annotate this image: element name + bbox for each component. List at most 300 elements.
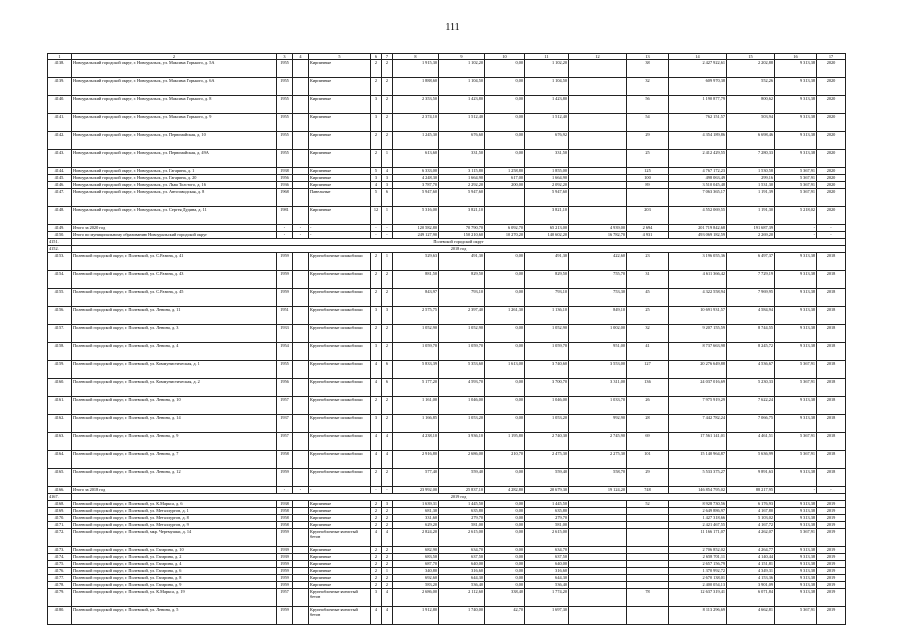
table-cell: 3 — [382, 175, 393, 182]
table-cell: 1959 — [277, 568, 293, 575]
table-cell: 2 — [382, 575, 393, 582]
table-cell: Крупноблочные шлакоблоки — [309, 271, 371, 289]
table-cell: 2019 — [817, 522, 846, 529]
table-cell: 4149. — [48, 225, 72, 232]
table-cell: 9 313,38 — [775, 114, 817, 132]
table-cell: 629,20 — [393, 522, 439, 529]
table-cell: 1 — [382, 253, 393, 271]
table-cell: 2 — [382, 325, 393, 343]
table-row — [48, 168, 846, 175]
table-row — [48, 561, 846, 568]
table-cell: 635,80 — [525, 508, 569, 515]
table-cell: Кирпичные — [309, 96, 371, 114]
table-cell: Крупноблочные шлакоблоки — [309, 307, 371, 325]
table-cell: 6 497,37 — [727, 253, 775, 271]
table-cell: 581,00 — [525, 522, 569, 529]
table-cell: 2 — [382, 554, 393, 561]
table-cell: 3 — [371, 343, 382, 361]
table-cell: - — [277, 225, 293, 232]
table-cell — [569, 96, 627, 114]
table-cell: 1 104,50 — [439, 78, 485, 96]
table-cell: 316,60 — [439, 568, 485, 575]
table-cell: 9 313,38 — [775, 271, 817, 289]
table-cell: 29 — [627, 469, 669, 487]
table-cell: 3 — [382, 182, 393, 189]
table-cell: 529,63 — [393, 253, 439, 271]
table-cell: 0,00 — [485, 343, 525, 361]
table-cell: 2 — [371, 253, 382, 271]
table-cell: 2 202,88 — [727, 60, 775, 78]
table-cell: 4 593,70 — [439, 379, 485, 397]
table-cell: 2019 — [817, 515, 846, 522]
table-cell: Полевской городской округ, г. Полевской, ул. К.Маркса, д. 19 — [72, 589, 277, 607]
table-cell: 4158. — [48, 343, 72, 361]
table-cell: 0,00 — [485, 515, 525, 522]
table-cell: 338,40 — [485, 589, 525, 607]
table-cell: 17 561 141,01 — [669, 433, 727, 451]
table-cell: 644,30 — [439, 575, 485, 582]
table-cell: 4139. — [48, 78, 72, 96]
table-cell: Полевской городской округ, г. Полевской, ул. Ленина, д. 14 — [72, 415, 277, 433]
table-cell: 4146. — [48, 182, 72, 189]
table-cell — [293, 501, 309, 508]
table-cell: 2 — [371, 132, 382, 150]
column-number-cell: 16 — [775, 54, 817, 60]
table-cell: 4 349,31 — [727, 568, 775, 575]
table-cell: 1 136,10 — [525, 307, 569, 325]
table-cell: 4 167,72 — [727, 522, 775, 529]
table-cell: 558,70 — [569, 469, 627, 487]
table-cell: 4173. — [48, 547, 72, 554]
table-cell: 125 — [627, 168, 669, 175]
table-cell: 5 367,91 — [775, 379, 817, 397]
table-cell: 5 367,91 — [775, 361, 817, 379]
table-cell: 10 270,20 — [485, 232, 525, 239]
table-row — [48, 582, 846, 589]
table-cell: 52 — [627, 501, 669, 508]
table-cell: 5 367,91 — [775, 451, 817, 469]
table-cell: 2020 — [817, 175, 846, 182]
table-cell — [627, 582, 669, 589]
table-cell: Новоуральский городской округ, г. Новоуральск, ул. Гагарина, д. 20 — [72, 175, 277, 182]
table-cell: 127 — [627, 361, 669, 379]
table-cell: Кирпичные — [309, 78, 371, 96]
table-cell: Кирпичные — [309, 150, 371, 168]
table-row — [48, 182, 846, 189]
table-cell: Полевской городской округ, г. Полевской, ул. Гагарина, д. 6 — [72, 568, 277, 575]
table-cell: 4 — [371, 361, 382, 379]
table-cell: 682,90 — [393, 547, 439, 554]
table-cell: 1951 — [277, 307, 293, 325]
table-cell: - — [309, 487, 371, 494]
table-row — [48, 415, 846, 433]
table-cell: 5 353,60 — [439, 361, 485, 379]
column-number-cell: 8 — [393, 54, 439, 60]
table-cell: 0,00 — [485, 522, 525, 529]
table-cell: 1 261,30 — [485, 307, 525, 325]
table-cell: 4 611 366,42 — [669, 271, 727, 289]
column-number-cell: 15 — [727, 54, 775, 60]
table-cell: 1 888,60 — [393, 78, 439, 96]
table-cell: 2019 — [817, 582, 846, 589]
table-cell: 56 — [627, 96, 669, 114]
table-cell: 4166. — [48, 487, 72, 494]
table-cell: 4150. — [48, 232, 72, 239]
table-cell: 4163. — [48, 433, 72, 451]
table-cell: 0,00 — [485, 529, 525, 547]
table-cell: 2 658 701,11 — [669, 554, 727, 561]
table-cell: 2018 — [817, 451, 846, 469]
table-cell: 12 — [371, 207, 382, 225]
table-cell — [293, 168, 309, 175]
table-row — [48, 451, 846, 469]
table-cell: 2018 — [817, 289, 846, 307]
table-cell: 640,00 — [525, 561, 569, 568]
table-cell: 1938 — [277, 501, 293, 508]
row-number: 4152. — [48, 246, 72, 253]
table-cell — [293, 78, 309, 96]
table-cell: 2019 — [817, 589, 846, 607]
table-cell: 8 744,55 — [727, 325, 775, 343]
table-cell: - — [277, 232, 293, 239]
table-cell — [293, 561, 309, 568]
table-cell — [293, 575, 309, 582]
column-number-cell: 9 — [439, 54, 485, 60]
table-cell: 951,00 — [569, 343, 627, 361]
table-cell: 9 313,38 — [775, 575, 817, 582]
table-cell: 2 — [382, 60, 393, 78]
table-cell: 2 — [371, 582, 382, 589]
table-cell — [293, 253, 309, 271]
table-cell: 2 — [382, 132, 393, 150]
table-cell: 7 729,19 — [727, 271, 775, 289]
page-number: 111 — [445, 22, 460, 33]
table-cell: Новоуральский городской округ, г. Новоуральск, ул. Первомайская, д. 10 — [72, 132, 277, 150]
table-cell: 4 167,80 — [727, 508, 775, 515]
table-cell: 2018 — [817, 415, 846, 433]
table-cell: Итого по муниципальному образованию Новоуральский городской округ — [72, 232, 277, 239]
table-cell: 2018 — [817, 307, 846, 325]
table-cell — [569, 589, 627, 607]
table-cell: 3 196 055,36 — [669, 253, 727, 271]
table-cell: 41 — [627, 343, 669, 361]
table-cell: 5 533 375,27 — [669, 469, 727, 487]
table-cell — [627, 607, 669, 625]
table-cell: 2 575,75 — [393, 307, 439, 325]
table-cell: 4174. — [48, 554, 72, 561]
table-cell: 2019 — [817, 575, 846, 582]
table-cell: 4172. — [48, 529, 72, 547]
table-cell: 9 313,38 — [775, 343, 817, 361]
table-cell: 8 928 730,56 — [669, 501, 727, 508]
table-cell: Полевской городской округ, г. Полевской, ул. Коммунистическая, д. 2 — [72, 379, 277, 397]
table-cell: 2 275,30 — [569, 451, 627, 469]
table-cell: 4 248,30 — [393, 175, 439, 182]
table-cell: Новоуральский городской округ, г. Новоуральск, ул. Автозаводская, д. 8 — [72, 189, 277, 207]
table-cell: 2 — [371, 60, 382, 78]
table-cell: 0,00 — [485, 508, 525, 515]
table-cell: 2 112,60 — [439, 589, 485, 607]
table-cell: 2018 — [817, 343, 846, 361]
table-cell: 1 774,20 — [525, 589, 569, 607]
table-cell: 2020 — [817, 168, 846, 175]
table-cell — [293, 361, 309, 379]
table-cell: Полевской городской округ, г. Полевской, ул. Гагарина, д. 4 — [72, 561, 277, 568]
table-cell: 829,50 — [439, 271, 485, 289]
table-cell: 2018 — [817, 361, 846, 379]
table-cell: 2020 — [817, 60, 846, 78]
table-cell: 5 367,91 — [775, 607, 817, 625]
table-cell: 5 947,60 — [525, 189, 569, 207]
table-row — [48, 132, 846, 150]
table-cell: 1 512,40 — [439, 114, 485, 132]
table-cell: 7 280,33 — [727, 150, 775, 168]
table-cell: 3 510 045,48 — [669, 182, 727, 189]
table-cell: 2019 — [817, 607, 846, 625]
table-cell — [569, 150, 627, 168]
table-cell: 6 176,93 — [727, 501, 775, 508]
table-cell: Новоуральский городской округ, г. Новоуральск, ул. Первомайская, д. 49А — [72, 150, 277, 168]
table-cell: 2 — [382, 343, 393, 361]
table-cell: 4 — [382, 433, 393, 451]
table-cell: 800,62 — [727, 96, 775, 114]
table-cell: 1 427 318,66 — [669, 515, 727, 522]
table-cell: 0,00 — [485, 253, 525, 271]
table-cell: 1938 — [277, 168, 293, 175]
table-cell: 676,60 — [439, 132, 485, 150]
table-cell: Полевской городской округ, г. Полевской, ул. С.Разина, д. 41 — [72, 253, 277, 271]
table-cell: 2 686,00 — [439, 451, 485, 469]
table-cell: 2 292,20 — [439, 182, 485, 189]
table-cell: 20 276 649,88 — [669, 361, 727, 379]
table-cell: 20 679,30 — [525, 487, 569, 494]
table-cell: Новоуральский городской округ, г. Новоуральск, ул. Сергея Дудина, д. 11 — [72, 207, 277, 225]
table-cell: 5 367,91 — [775, 168, 817, 175]
table-cell — [627, 554, 669, 561]
table-cell: 4 322 558,94 — [669, 289, 727, 307]
table-cell: 0,00 — [485, 547, 525, 554]
table-cell: 9 313,38 — [775, 415, 817, 433]
table-cell: Крупноблочные шлакоблоки — [309, 289, 371, 307]
table-cell: 1959 — [277, 529, 293, 547]
table-cell: 15 140 964,87 — [669, 451, 727, 469]
table-cell: 4155. — [48, 289, 72, 307]
table-cell: 2 — [382, 114, 393, 132]
table-cell: 2 — [371, 522, 382, 529]
table-cell: 4 262,07 — [727, 529, 775, 547]
table-cell: 25 837,10 — [439, 487, 485, 494]
table-cell: 12 637 319,41 — [669, 589, 727, 607]
table-cell: 2018 — [817, 397, 846, 415]
table-cell: 1 102,20 — [439, 60, 485, 78]
table-cell: 4 662,81 — [727, 607, 775, 625]
table-cell: 681,30 — [393, 508, 439, 515]
table-cell: 536,40 — [439, 582, 485, 589]
table-cell: 5 — [371, 189, 382, 207]
table-cell: 4 140,44 — [727, 554, 775, 561]
table-cell: 5 230,33 — [727, 379, 775, 397]
table-cell: 101 — [627, 451, 669, 469]
column-number-cell: 17 — [817, 54, 846, 60]
table-cell: 2020 — [817, 182, 846, 189]
table-cell: Крупноблочные шлакоблоки — [309, 253, 371, 271]
table-cell: 617,00 — [485, 175, 525, 182]
table-cell — [627, 561, 669, 568]
table-cell: 1939 — [277, 547, 293, 554]
table-cell — [293, 96, 309, 114]
table-cell: 2 824,20 — [393, 529, 439, 547]
table-cell: 4 282,80 — [485, 487, 525, 494]
table-cell: 9 313,38 — [775, 397, 817, 415]
row-number: 4167. — [48, 494, 72, 501]
table-cell: 25 — [627, 307, 669, 325]
table-cell: 1955 — [277, 361, 293, 379]
table-cell: 1959 — [277, 289, 293, 307]
table-cell: 0,00 — [485, 501, 525, 508]
table-row — [48, 469, 846, 487]
table-cell: 753,30 — [569, 289, 627, 307]
table-cell: 210,70 — [485, 451, 525, 469]
table-cell: 7 066,75 — [727, 415, 775, 433]
table-cell: 1959 — [277, 271, 293, 289]
table-cell: Новоуральский городской округ, г. Новоуральск, ул. Максима Горького, д. 6А — [72, 78, 277, 96]
table-cell: 28 — [627, 415, 669, 433]
table-cell: 23 992,00 — [393, 487, 439, 494]
table-cell: 2 — [371, 78, 382, 96]
table-cell: Крупноблочные шлакоблоки — [309, 433, 371, 451]
table-cell: Кирпичные — [309, 554, 371, 561]
table-cell — [293, 568, 309, 575]
table-cell: Крупноблочные шлакоблоки — [309, 343, 371, 361]
table-cell — [293, 60, 309, 78]
table-cell: - — [817, 232, 846, 239]
table-cell: 3 115,80 — [439, 168, 485, 175]
table-cell: Кирпичные — [309, 168, 371, 175]
table-row — [48, 508, 846, 515]
table-cell: 552,26 — [727, 78, 775, 96]
table-cell: - — [382, 487, 393, 494]
table-cell: Панельные — [309, 189, 371, 207]
table-cell: 5 — [371, 168, 382, 175]
table-cell: 1957 — [277, 433, 293, 451]
table-row — [48, 307, 846, 325]
table-cell: 2018 — [817, 325, 846, 343]
table-cell: 5 833,39 — [393, 361, 439, 379]
table-cell: 4168. — [48, 501, 72, 508]
table-cell — [569, 168, 627, 175]
table-cell: 1 104,50 — [525, 78, 569, 96]
table-cell: 9 313,38 — [775, 132, 817, 150]
table-cell: 2 — [382, 271, 393, 289]
table-cell: 2018 — [817, 433, 846, 451]
table-cell: 613,60 — [393, 150, 439, 168]
table-cell: 2 — [382, 415, 393, 433]
column-number-cell: 1 — [48, 54, 72, 60]
table-cell: 1 191,30 — [727, 207, 775, 225]
table-cell: Полевской городской округ, г. Полевской, ул. Коммунистическая, д. 1 — [72, 361, 277, 379]
table-cell: 2 — [371, 508, 382, 515]
table-cell: 4142. — [48, 132, 72, 150]
table-cell: Итого за 2018 год — [72, 487, 277, 494]
table-cell: 4 — [382, 529, 393, 547]
table-cell: - — [293, 487, 309, 494]
table-cell: 1 046,00 — [525, 397, 569, 415]
table-cell: 3 553,00 — [569, 361, 627, 379]
table-cell: 4171. — [48, 522, 72, 529]
table-cell — [293, 522, 309, 529]
table-cell — [293, 582, 309, 589]
table-cell: 0,00 — [485, 96, 525, 114]
table-cell: 249 127,90 — [393, 232, 439, 239]
table-cell: 2 421 467,55 — [669, 522, 727, 529]
table-cell: 1 053,20 — [525, 415, 569, 433]
table-cell: 3 — [371, 415, 382, 433]
table-cell: 1 033,70 — [569, 397, 627, 415]
table-cell: 637,50 — [439, 554, 485, 561]
table-cell: 4 — [371, 529, 382, 547]
table-cell: 2 — [382, 508, 393, 515]
table-cell: 1 102,20 — [525, 60, 569, 78]
table-cell: 676,92 — [525, 132, 569, 150]
table-cell: 2019 — [817, 501, 846, 508]
table-cell: 0,00 — [485, 469, 525, 487]
section-title: 2018 год — [72, 246, 846, 253]
table-cell: 634,70 — [439, 547, 485, 554]
table-cell: Новоуральский городской округ, г. Новоуральск, ул. Льва Толстого, д. 16 — [72, 182, 277, 189]
table-cell: Крупноблочные ячеистый бетон — [309, 529, 371, 547]
table-cell: 3 740,60 — [525, 361, 569, 379]
table-cell: 4 584,94 — [727, 307, 775, 325]
table-cell: Крупноблочные шлакоблоки — [309, 469, 371, 487]
table-cell: 6 — [382, 379, 393, 397]
table-cell: 1 — [382, 568, 393, 575]
table-cell: 2 475,30 — [525, 451, 569, 469]
table-cell: 1 059,70 — [393, 343, 439, 361]
table-cell: 9 313,38 — [775, 96, 817, 114]
table-cell: 1 059,70 — [525, 343, 569, 361]
table-cell: 4161. — [48, 397, 72, 415]
table-cell: 4 — [382, 589, 393, 607]
table-cell: 0,00 — [485, 78, 525, 96]
table-cell: 1 370 992,72 — [669, 568, 727, 575]
table-cell: 2 — [371, 271, 382, 289]
column-number-cell: 6 — [371, 54, 382, 60]
table-cell: 24 037 016,69 — [669, 379, 727, 397]
table-row — [48, 60, 846, 78]
table-cell: 10 691 931,57 — [669, 307, 727, 325]
table-cell: - — [293, 232, 309, 239]
table-cell: 2018 — [817, 379, 846, 397]
table-cell: 1956 — [277, 175, 293, 182]
table-cell: 7 442 782,24 — [669, 415, 727, 433]
table-cell: 9 313,38 — [775, 307, 817, 325]
table-cell — [293, 379, 309, 397]
table-cell: 0,00 — [485, 554, 525, 561]
table-cell: 755,70 — [569, 271, 627, 289]
table-cell: 4 939,00 — [569, 225, 627, 232]
table-cell — [569, 114, 627, 132]
table-cell: 4 354 189,86 — [669, 132, 727, 150]
housing-register-table — [47, 53, 846, 625]
section-title: 2019 год — [72, 494, 846, 501]
table-cell: Полевской городской округ, г. Полевской, ул. С.Разина, д. 45 — [72, 289, 277, 307]
table-cell: Кирпичные — [309, 547, 371, 554]
table-cell: 1968 — [277, 189, 293, 207]
table-cell: Полевской городской округ, г. Полевской, мкр. Черемушки, д. 14 — [72, 529, 277, 547]
table-cell: 2 269,20 — [727, 232, 775, 239]
table-cell: 32 — [627, 78, 669, 96]
table-cell — [293, 289, 309, 307]
